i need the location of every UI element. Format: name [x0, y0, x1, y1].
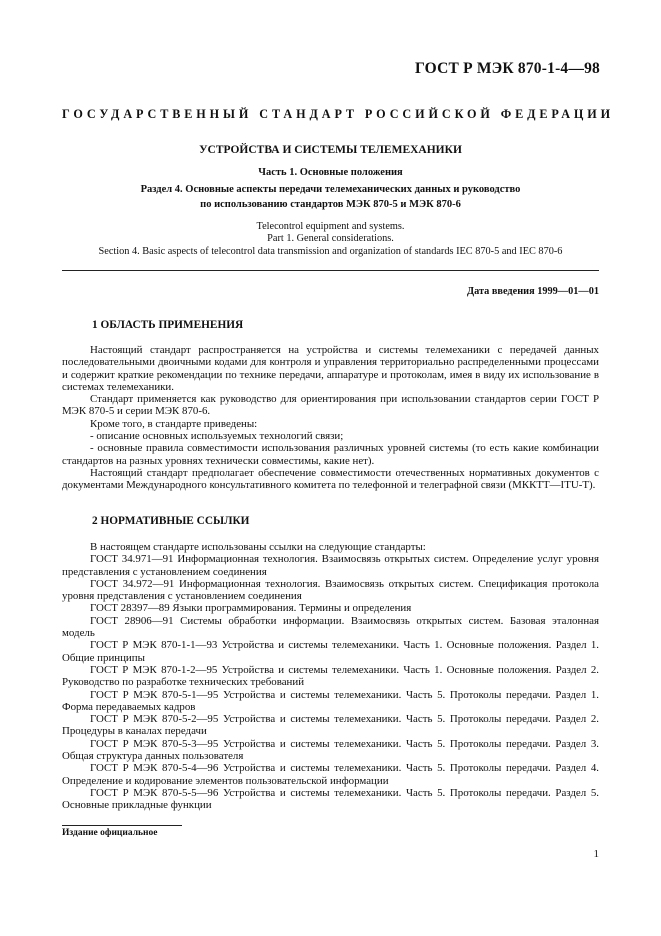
page-number: 1	[593, 848, 599, 860]
reference-item: ГОСТ Р МЭК 870-5-5—96 Устройства и системы телемеханики. Часть 5. Протоколы передачи. Раздел 5. Основные прикладные функции	[62, 786, 599, 812]
document-code: ГОСТ Р МЭК 870-1-4—98	[414, 60, 600, 77]
section-title-line-1: Раздел 4. Основные аспекты передачи телемеханических данных и руководство	[140, 184, 521, 195]
paragraph: В настоящем стандарте использованы ссылки на следующие стандарты:	[90, 541, 426, 553]
header-divider	[62, 270, 599, 271]
agency-banner: ГОСУДАРСТВЕННЫЙ СТАНДАРТ РОССИЙСКОЙ ФЕДЕРАЦИИ	[62, 107, 615, 121]
reference-item: ГОСТ 34.971—91 Информационная технология. Взаимосвязь открытых систем. Определение услуг уровня представления с установлением соединения	[62, 553, 599, 578]
reference-item: ГОСТ 28906—91 Системы обработки информации. Взаимосвязь открытых систем. Базовая эталонная модель	[62, 614, 599, 640]
introduction-date: Дата введения 1999—01—01	[467, 286, 599, 297]
reference-item: ГОСТ Р МЭК 870-5-4—96 Устройства и системы телемеханики. Часть 5. Протоколы передачи. Раздел 4. Определение и кодирование элементов пользовательской информации	[62, 762, 599, 787]
section-title	[62, 182, 599, 212]
list-item: - основные правила совместимости использования различных уровней системы (то есть какие комбинации стандартов на разных уровнях технически совместимы, какие нет).	[62, 442, 599, 467]
section-2-heading: 2 НОРМАТИВНЫЕ ССЫЛКИ	[92, 515, 250, 527]
part-title: Часть 1. Основные положения	[258, 167, 403, 178]
reference-item: ГОСТ 28397—89 Языки программирования. Термины и определения	[90, 602, 412, 615]
english-title-line-3: Section 4. Basic aspects of telecontrol data transmission and organization of standards IEC 870-5 and IEC 870-6	[98, 245, 563, 257]
reference-item: ГОСТ Р МЭК 870-5-3—95 Устройства и системы телемеханики. Часть 5. Протоколы передачи. Раздел 3. Общая структура данных пользователя	[62, 737, 599, 763]
reference-item: ГОСТ Р МЭК 870-5-1—95 Устройства и системы телемеханики. Часть 5. Протоколы передачи. Раздел 1. Форма передаваемых кадров	[62, 688, 599, 713]
reference-item: ГОСТ Р МЭК 870-5-2—95 Устройства и системы телемеханики. Часть 5. Протоколы передачи. Раздел 2. Процедуры в каналах передачи	[62, 713, 599, 738]
standard-title: УСТРОЙСТВА И СИСТЕМЫ ТЕЛЕМЕХАНИКИ	[199, 144, 462, 156]
paragraph: Настоящий стандарт распространяется на устройства и системы телемеханики с передачей данных последовательными двоичными кодами для контроля и управления территориально распределенными процессами и содержит краткие рекомендации по технике передачи, аппаратуре и протоколам, имея в виду их использование в системах телемеханики.	[62, 344, 599, 393]
list-item: - описание основных используемых технологий связи;	[90, 430, 344, 443]
english-title-line-2: Part 1. General considerations.	[267, 233, 394, 245]
section-title-line-2: по использованию стандартов МЭК 870-5 и МЭК 870-6	[200, 199, 461, 210]
english-title	[40, 221, 621, 258]
paragraph: Кроме того, в стандарте приведены:	[90, 417, 258, 430]
section-1-body	[62, 344, 599, 492]
english-title-line-1: Telecontrol equipment and systems.	[256, 221, 405, 232]
reference-item: ГОСТ Р МЭК 870-1-2—95 Устройства и системы телемеханики. Часть 1. Основные положения. Раздел 2. Руководство по разработке технических требований	[62, 663, 599, 689]
paragraph: Настоящий стандарт предполагает обеспечение совместимости отечественных нормативных документов с документами Международного консультативного комитета по телефонной и телеграфной связи (МККТТ—ITU-T).	[62, 466, 599, 492]
footer-divider	[62, 825, 182, 826]
paragraph: Стандарт применяется как руководство для ориентирования при использовании стандартов серии ГОСТ Р МЭК 870-5 и серии МЭК 870-6.	[62, 393, 599, 418]
section-2-body	[62, 541, 599, 812]
official-edition-label: Издание официальное	[62, 828, 158, 838]
section-1-heading: 1 ОБЛАСТЬ ПРИМЕНЕНИЯ	[92, 319, 244, 331]
reference-item: ГОСТ 34.972—91 Информационная технология. Взаимосвязь открытых систем. Спецификация протокола уровня представления с установлением соединения	[62, 577, 599, 603]
reference-item: ГОСТ Р МЭК 870-1-1—93 Устройства и системы телемеханики. Часть 1. Основные положения. Раздел 1. Общие принципы	[62, 639, 599, 664]
